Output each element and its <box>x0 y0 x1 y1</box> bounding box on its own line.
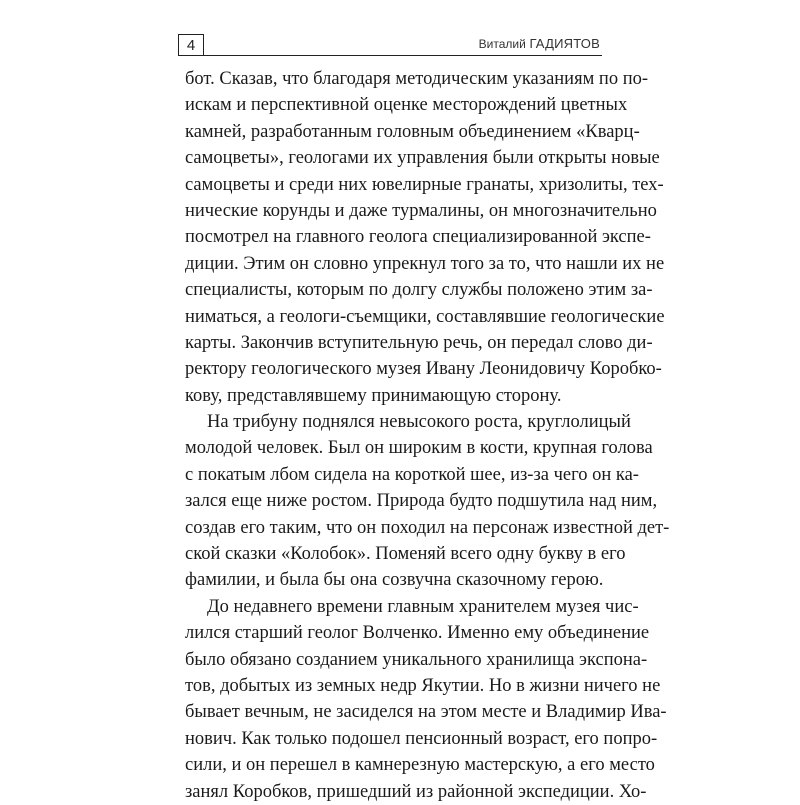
author-first-name: Виталий <box>478 37 526 51</box>
paragraph <box>185 66 665 409</box>
text-line: фамилии, и была бы она созвучна сказочному герою. <box>185 570 604 591</box>
paragraph <box>185 409 670 594</box>
text-line: посмотрел на главного геолога специализированной экспе- <box>185 227 651 248</box>
text-line: сили, и он перешел в камнерезную мастерскую, а его место <box>185 755 655 776</box>
page-header <box>178 34 602 58</box>
text-line: кову, представлявшему принимающую сторону. <box>185 385 562 406</box>
text-line: лился старший геолог Волченко. Именно ему объединение <box>185 623 650 644</box>
body-text <box>185 66 670 805</box>
text-line: бот. Сказав, что благодаря методическим указаниям по по- <box>185 69 649 89</box>
text-line: ской сказки «Колобок». Поменяй всего одну букву в его <box>185 544 626 565</box>
text-line: занял Коробков, пришедший из районной экспедиции. Хо- <box>185 781 647 802</box>
text-line: нович. Как только подошел пенсионный возраст, его попро- <box>185 728 658 749</box>
text-line: ниматься, а геологи-съемщики, составлявшие геологические <box>185 306 665 327</box>
text-line: искам и перспективной оценке месторождений цветных <box>185 95 628 116</box>
text-line: нические корунды и даже турмалины, он многозначительно <box>185 200 657 221</box>
paragraph <box>185 594 667 805</box>
text-line: диции. Этим он словно упрекнул того за то, что нашли их не <box>185 253 665 274</box>
text-line: создав его таким, что он походил на персонаж известной дет- <box>185 517 670 538</box>
text-line: молодой человек. Был он широким в кости, крупная голова <box>185 438 653 459</box>
text-line: специалисты, которым по долгу службы положено этим за- <box>185 280 653 301</box>
text-line: карты. Закончив вступительную речь, он передал слово ди- <box>185 332 653 353</box>
running-head <box>479 36 600 51</box>
text-line: с покатым лбом сидела на короткой шее, из-за чего он ка- <box>185 464 639 485</box>
text-line: самоцветы», геологами их управления были открыты новые <box>185 148 660 169</box>
header-rule <box>178 55 602 56</box>
page-number: 4 <box>178 34 204 56</box>
author-last-name: ГАДИЯТОВ <box>529 36 600 51</box>
text-line: зался еще ниже ростом. Природа будто подшутила над ним, <box>185 491 658 512</box>
text-line: ректору геологического музея Ивану Леонидовичу Коробко- <box>185 359 662 380</box>
text-line: было обязано созданием уникального хранилища экспона- <box>185 649 648 670</box>
text-line: камней, разработанным головным объединением «Кварц- <box>185 121 640 142</box>
text-line: До недавнего времени главным хранителем музея чис- <box>207 596 639 617</box>
text-line: тов, добытых из земных недр Якутии. Но в жизни ничего не <box>185 675 661 696</box>
text-line: бывает вечным, не засиделся на этом месте и Владимир Ива- <box>185 702 667 723</box>
text-line: На трибуну поднялся невысокого роста, круглолицый <box>207 412 631 433</box>
text-line: самоцветы и среди них ювелирные гранаты, хризолиты, тех- <box>185 174 664 195</box>
